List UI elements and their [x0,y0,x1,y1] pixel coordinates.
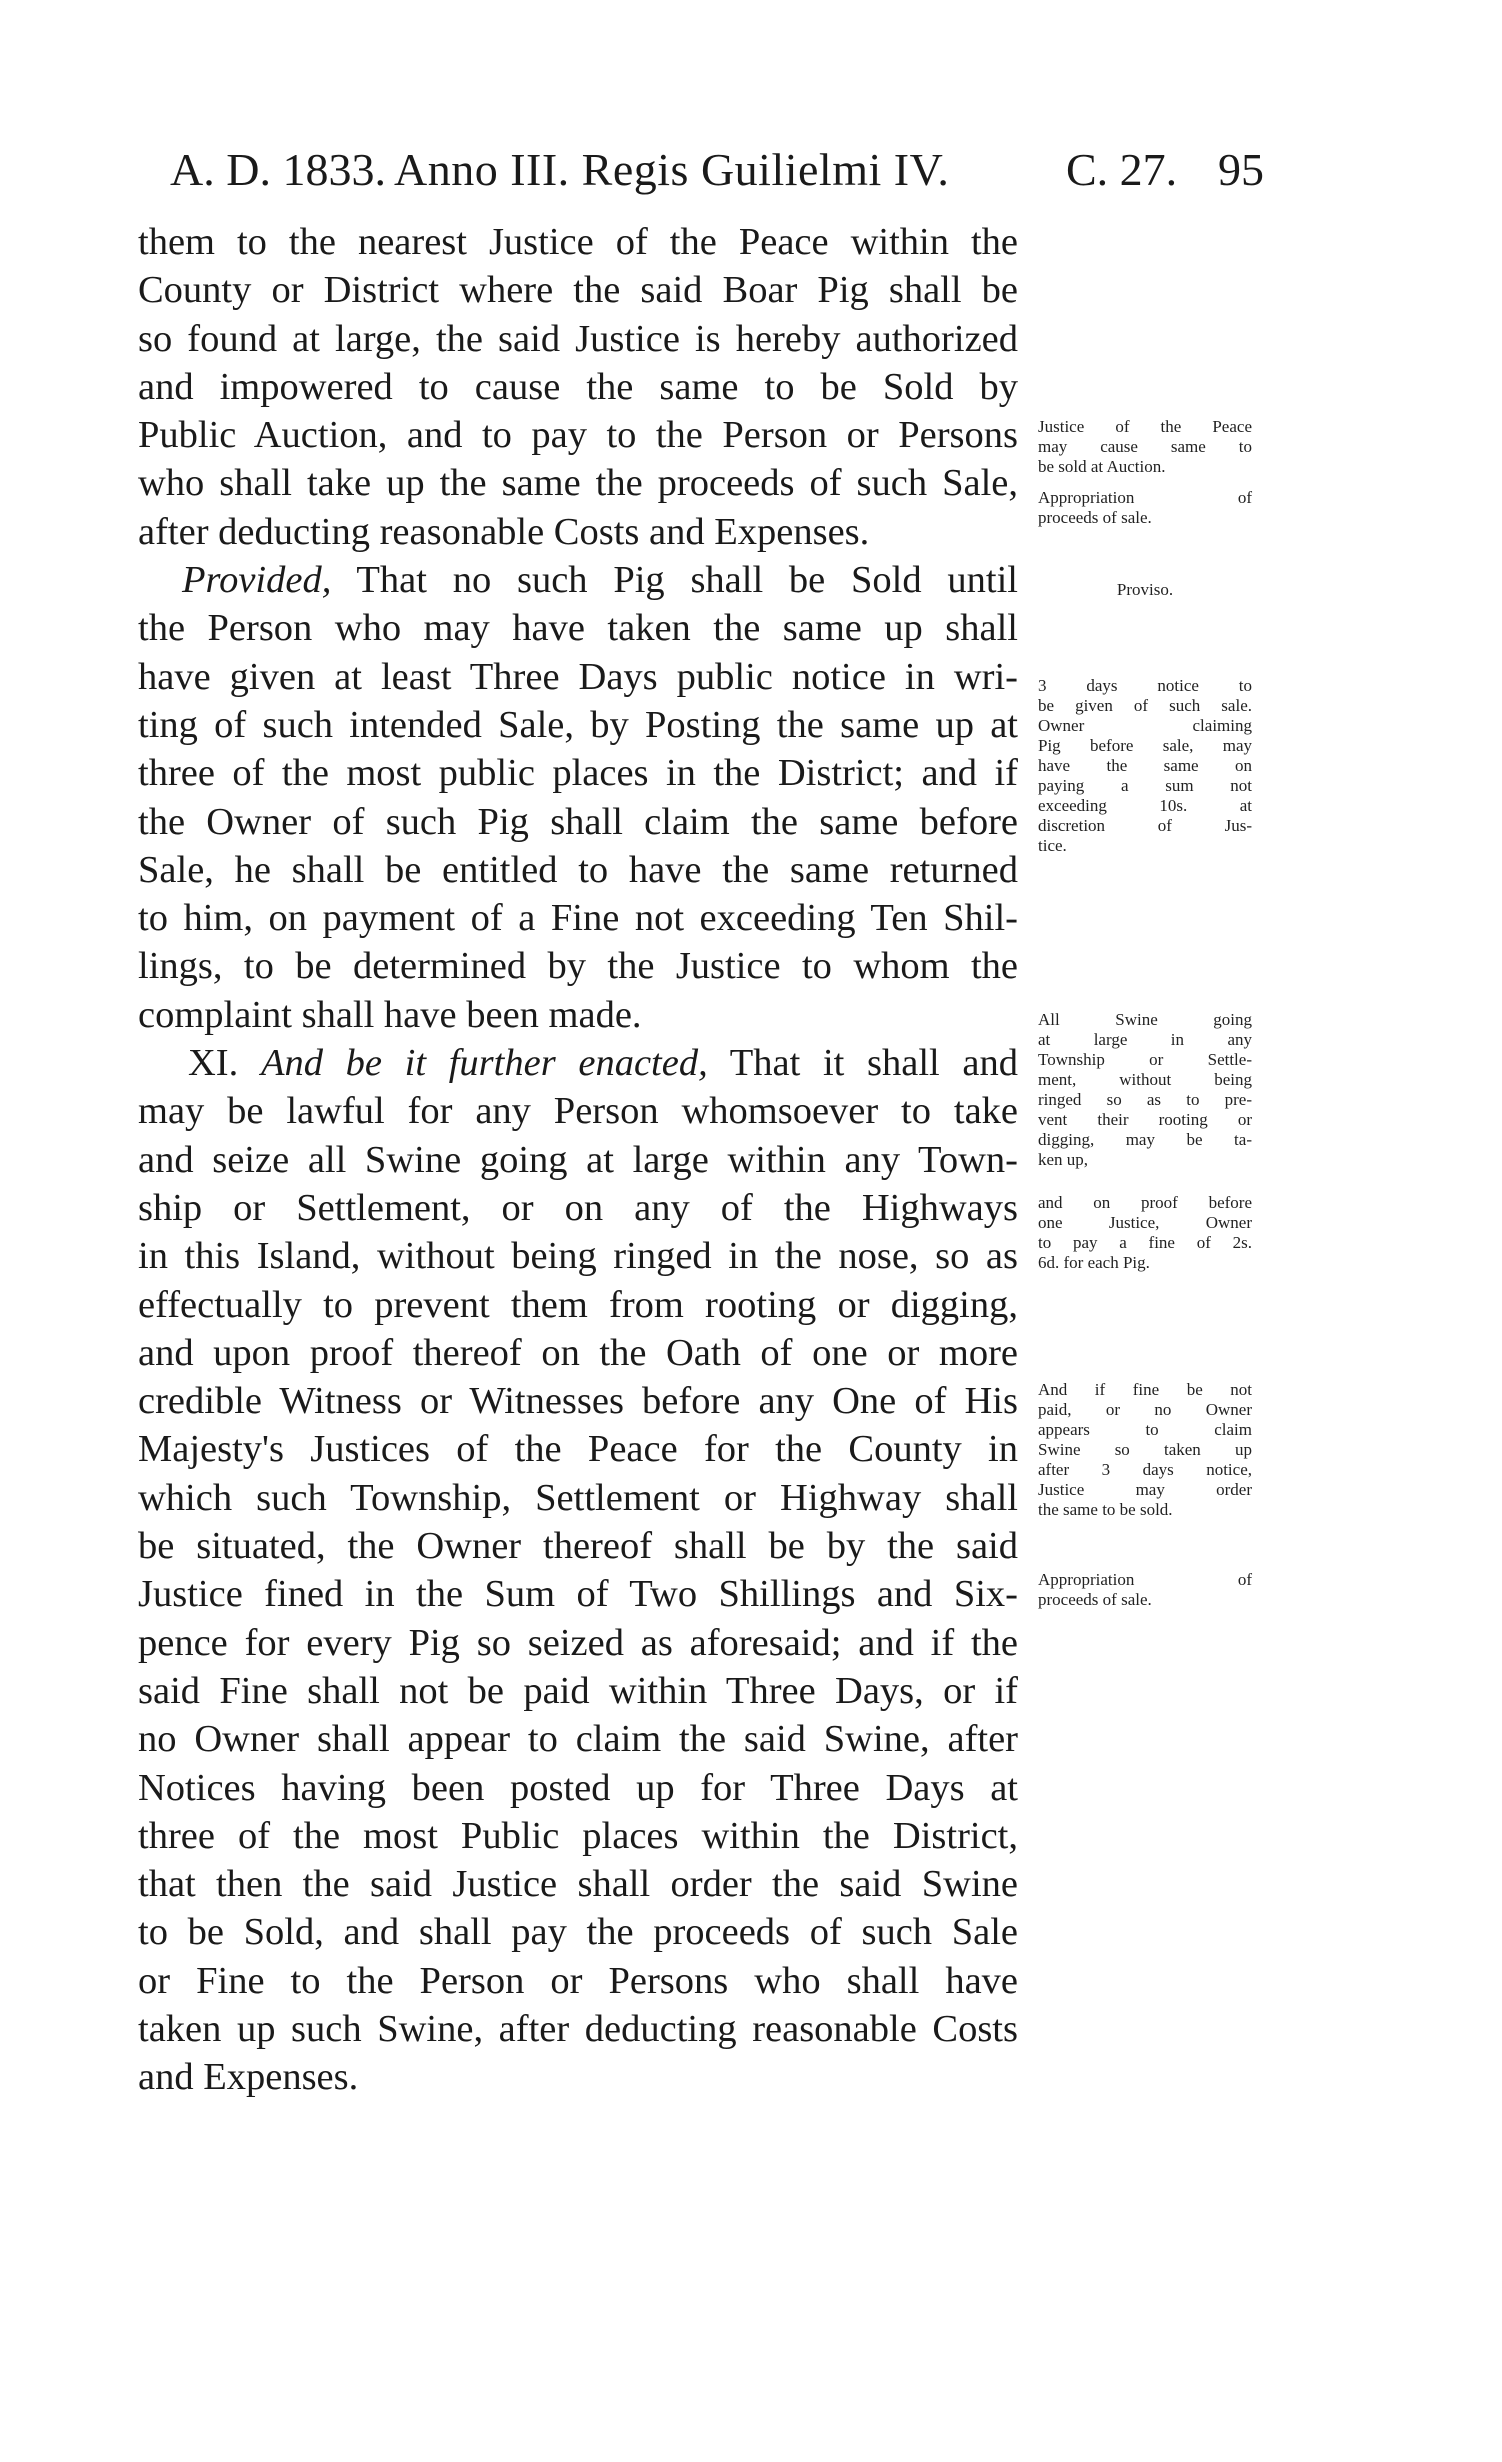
margin-note [1038,1010,1252,1170]
line-text: and Expenses. [138,2056,359,2099]
margin-note-line: be sold at Auction. [1038,457,1166,476]
line-text: Notices having been posted up for Three Days at [138,1766,1018,1809]
margin-note-line: at large in any [1038,1030,1252,1049]
line-text: and seize all Swine going at large within any Town- [138,1138,1018,1181]
margin-note-line: Justice of the Peace [1038,417,1252,436]
line-text: Public Auction, and to pay to the Person or Persons [138,414,1018,457]
text-line [138,653,1018,701]
text-line [138,266,1018,314]
line-text: said Fine shall not be paid within Three Days, or if [138,1669,1018,1712]
line-text: the Person who may have taken the same up shall [138,607,1018,650]
line-text: pence for every Pig so seized as aforesaid; and if the [138,1621,1018,1664]
line-text: County or District where the said Boar Pig shall be [138,269,1018,312]
text-line [138,411,1018,459]
text-line [138,894,1018,942]
margin-note-line: 6d. for each Pig. [1038,1253,1150,1272]
margin-note-line: ringed so as to pre- [1038,1090,1252,1109]
text-line [138,1281,1018,1329]
margin-note-line: Appropriation of [1038,1570,1252,1589]
line-text: that then the said Justice shall order the said Swine [138,1863,1018,1906]
line-text: and impowered to cause the same to be Sold by [138,365,1018,408]
text-line [138,1184,1018,1232]
margin-note-line: ment, without being [1038,1070,1252,1089]
margin-note-line: and on proof before [1038,1193,1252,1212]
running-header [170,140,1280,200]
text-line [138,1957,1018,2005]
margin-note-line: to pay a fine of 2s. [1038,1233,1252,1252]
margin-note [1038,417,1252,477]
line-text: to him, on payment of a Fine not exceeding Ten Shil- [138,897,1018,940]
line-text: after deducting reasonable Costs and Expenses. [138,510,870,553]
line-text: taken up such Swine, after deducting reasonable Costs [138,2007,1018,2050]
text-line [138,1087,1018,1135]
margin-note-line: paying a sum not [1038,776,1252,795]
text-line [138,459,1018,507]
text-line [138,2005,1018,2053]
margin-note-line: one Justice, Owner [1038,1213,1252,1232]
line-text: lings, to be determined by the Justice to whom the [138,945,1018,988]
margin-note [1038,1380,1252,1520]
text-line [138,556,1018,604]
margin-note-line: tice. [1038,836,1067,855]
statute-body-text [138,218,1018,2102]
line-text: effectually to prevent them from rooting or digging, [138,1283,1018,1326]
margin-note-line: paid, or no Owner [1038,1400,1252,1419]
text-line [138,1860,1018,1908]
text-line [138,1570,1018,1618]
margin-note-line: Pig before sale, may [1038,736,1252,755]
margin-note [1038,1193,1252,1273]
line-text: That no such Pig shall be Sold until [331,559,1018,602]
line-text: who shall take up the same the proceeds of such Sale, [138,462,1018,505]
line-text: have given at least Three Days public notice in wri- [138,655,1018,698]
text-line [138,218,1018,266]
line-text: may be lawful for any Person whomsoever to take [138,1090,1018,1133]
text-line [138,1329,1018,1377]
margin-note-line: Swine so taken up [1038,1440,1252,1459]
italic-lead-phrase: Provided, [182,559,332,602]
text-line [138,749,1018,797]
line-text: or Fine to the Person or Persons who shall have [138,1959,1018,2002]
text-line [138,942,1018,990]
text-line [138,1667,1018,1715]
text-line [138,1812,1018,1860]
margin-note-line: Justice may order [1038,1480,1252,1499]
text-line [138,1377,1018,1425]
text-line [138,991,1018,1039]
margin-note-line: have the same on [1038,756,1252,775]
line-text: three of the most Public places within the District, [138,1814,1018,1857]
line-text: credible Witness or Witnesses before any One of His [138,1380,1018,1423]
page-number: 95 [1218,144,1264,195]
line-text: ting of such intended Sale, by Posting the same up at [138,703,1018,746]
margin-note-line: be given of such sale. [1038,696,1252,715]
text-line [138,846,1018,894]
line-text: so found at large, the said Justice is hereby authorized [138,317,1018,360]
text-line [138,1619,1018,1667]
margin-note-line: after 3 days notice, [1038,1460,1252,1479]
margin-note-line: Township or Settle- [1038,1050,1252,1069]
text-line [138,1232,1018,1280]
line-text: Justice fined in the Sum of Two Shillings and Six- [138,1573,1018,1616]
line-text: them to the nearest Justice of the Peace within the [138,221,1018,263]
margin-note [1038,580,1252,600]
line-text: and upon proof thereof on the Oath of one or more [138,1331,1018,1374]
line-text: three of the most public places in the District; and if [138,752,1018,795]
text-line [138,798,1018,846]
line-text: in this Island, without being ringed in the nose, so as [138,1235,1018,1278]
header-regnal-year: Anno III. Regis Guilielmi IV. [394,144,950,195]
line-text: Sale, he shall be entitled to have the same returned [138,848,1018,891]
margin-note-line: proceeds of sale. [1038,1590,1152,1609]
margin-note-line: exceeding 10s. at [1038,796,1252,815]
margin-note-line: And if fine be not [1038,1380,1252,1399]
line-text: Majesty's Justices of the Peace for the County in [138,1428,1018,1471]
margin-note-line: proceeds of sale. [1038,508,1152,527]
margin-note-line: digging, may be ta- [1038,1130,1252,1149]
margin-note [1038,1570,1252,1610]
text-line [138,2053,1018,2101]
line-text: no Owner shall appear to claim the said Swine, after [138,1718,1018,1761]
margin-note-line: Owner claiming [1038,716,1252,735]
margin-note-line: appears to claim [1038,1420,1252,1439]
text-line [138,1425,1018,1473]
text-line [138,1136,1018,1184]
line-text: which such Township, Settlement or Highway shall [138,1476,1018,1519]
line-text: be situated, the Owner thereof shall be by the said [138,1525,1018,1568]
margin-note-line: 3 days notice to [1038,676,1252,695]
text-line [138,604,1018,652]
text-line [138,363,1018,411]
text-line [138,1474,1018,1522]
italic-lead-phrase: And be it further enacted, [260,1042,708,1085]
header-chapter: C. 27. [1066,144,1178,195]
margin-note-line: ken up, [1038,1150,1089,1169]
text-line [138,1522,1018,1570]
line-text: That it shall and [707,1042,1019,1085]
margin-note-line: All Swine going [1038,1010,1252,1029]
header-year: A. D. 1833. [170,144,386,195]
text-line [138,315,1018,363]
text-line [138,508,1018,556]
margin-note-line: Appropriation of [1038,488,1252,507]
margin-note-line: vent their rooting or [1038,1110,1252,1129]
margin-note-line: Proviso. [1116,580,1174,599]
text-line [138,701,1018,749]
margin-note-line: the same to be sold. [1038,1500,1173,1519]
text-line [138,1764,1018,1812]
margin-note-line: discretion of Jus- [1038,816,1252,835]
margin-note [1038,676,1252,856]
text-line [138,1908,1018,1956]
margin-note [1038,488,1252,528]
line-text: the Owner of such Pig shall claim the same before [138,800,1018,843]
text-line [138,1715,1018,1763]
margin-note-line: may cause same to [1038,437,1252,456]
line-text: to be Sold, and shall pay the proceeds of such Sale [138,1911,1018,1954]
text-line [138,1039,1018,1087]
section-number: XI. [188,1042,261,1085]
line-text: ship or Settlement, or on any of the Highways [138,1186,1018,1229]
line-text: complaint shall have been made. [138,993,642,1036]
